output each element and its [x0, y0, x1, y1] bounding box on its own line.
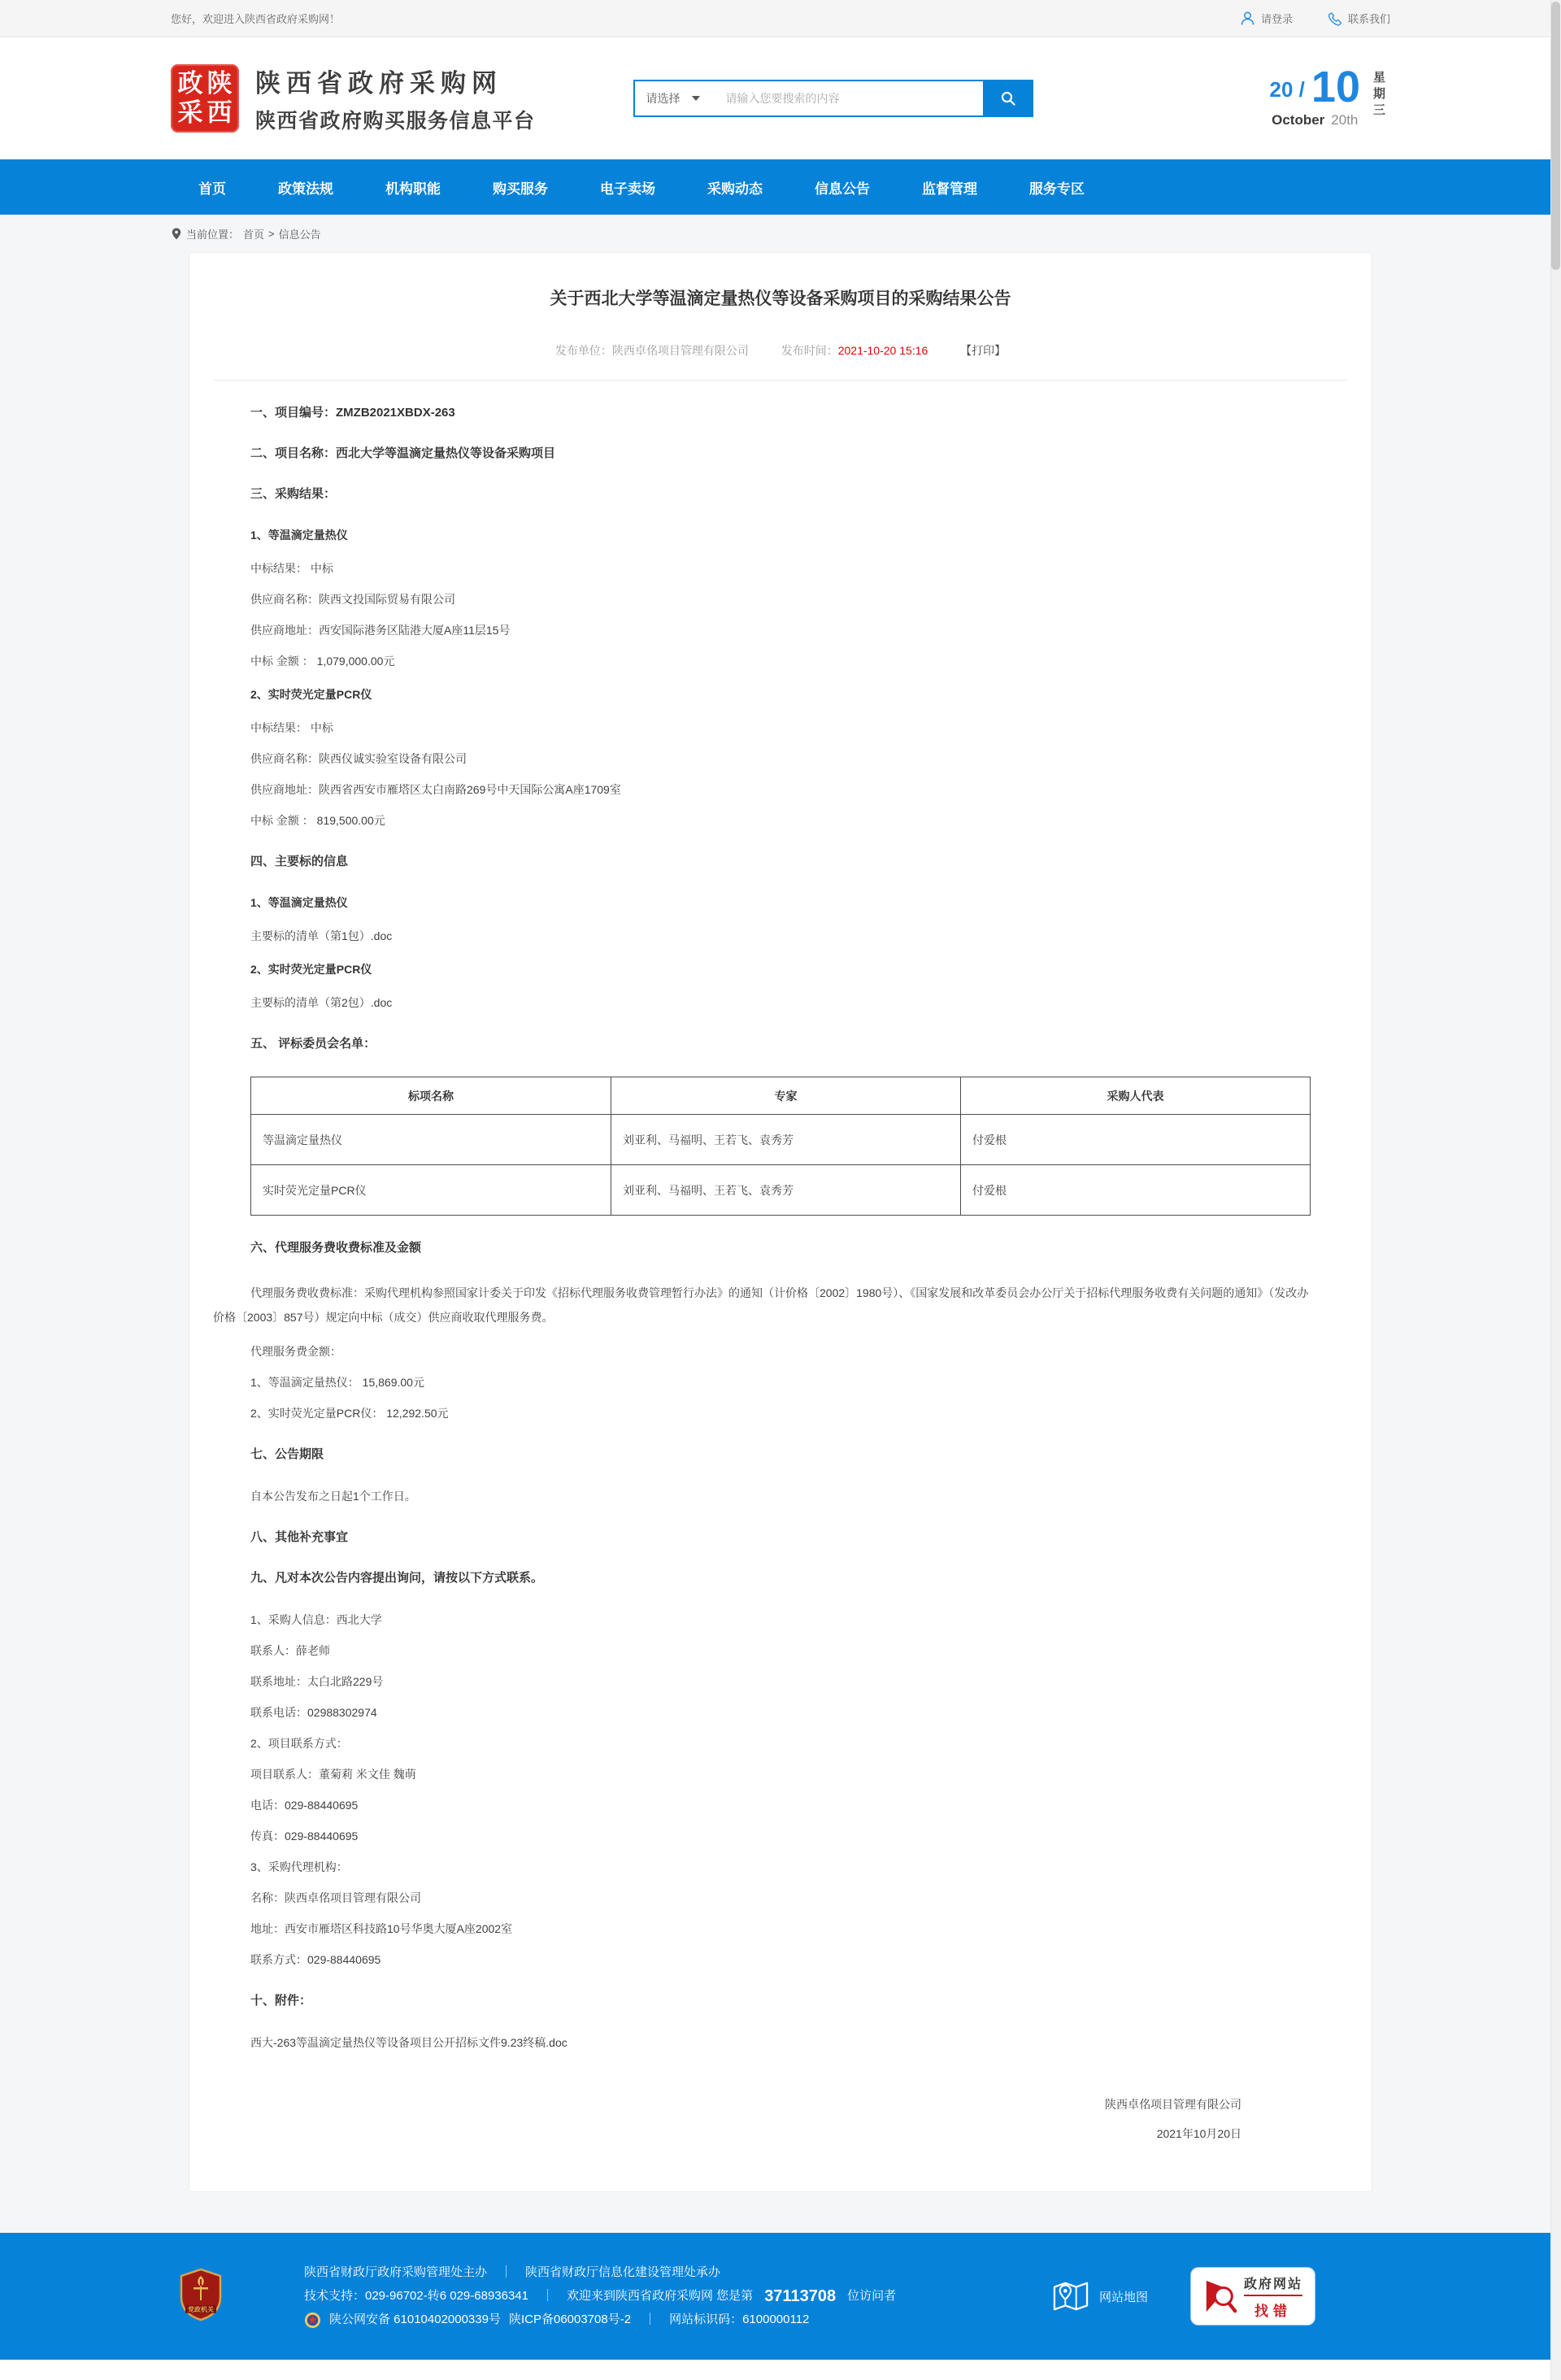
table-cell: 实时荧光定量PCR仪	[251, 1165, 611, 1216]
site-id-code: 网站标识码：6100000112	[669, 2313, 810, 2326]
table-cell: 付爱根	[961, 1115, 1311, 1165]
publish-time-value: 2021-10-20 15:16	[837, 344, 928, 357]
article-meta	[250, 342, 1311, 359]
attachment-link[interactable]: 西大-263等温滴定量热仪等设备项目公开招标文件9.23终稿.doc	[250, 2036, 567, 2049]
signature-block	[250, 2096, 1311, 2142]
svg-text:党政机关: 党政机关	[188, 2305, 214, 2313]
body-line: 联系地址：太白北路229号	[250, 1675, 384, 1688]
date-widget	[1269, 63, 1390, 128]
section-heading: 五、 评标委员会名单：	[250, 1037, 376, 1051]
body-line: 自本公告发布之日起1个工作日。	[250, 1490, 416, 1503]
column-header: 采购人代表	[961, 1077, 1311, 1115]
body-line: 中标结果： 中标	[250, 721, 333, 734]
sub-heading: 1、等温滴定量热仪	[250, 529, 348, 542]
location-pin-icon	[171, 227, 182, 241]
date-weekday: 星 期 三	[1372, 71, 1385, 117]
footer-line-registration: 陕公网安备 61010402000339号 陕ICP备06003708号-2 ｜ 网站标识码：6100000112	[304, 2312, 896, 2329]
phone-icon	[1327, 11, 1342, 26]
section-heading: 四、主要标的信息	[250, 855, 349, 868]
login-link[interactable]	[1240, 11, 1293, 26]
article-body	[213, 405, 1311, 2142]
search-box	[633, 80, 1033, 117]
chevron-down-icon	[692, 96, 700, 101]
body-line: 中标 金额 ： 819,500.00元	[250, 814, 385, 827]
site-header	[0, 37, 1561, 159]
body-line: 电话：029-88440695	[250, 1799, 359, 1812]
bottom-strip	[0, 2360, 1561, 2380]
search-category-select[interactable]	[635, 81, 723, 115]
err-badge-subtitle: 找错	[1254, 2303, 1292, 2319]
icp-number[interactable]: 陕ICP备06003708号-2	[508, 2313, 632, 2326]
body-line: 名称：陕西卓佲项目管理有限公司	[250, 1891, 421, 1904]
body-line: 供应商名称：陕西文投国际贸易有限公司	[250, 593, 455, 606]
search-icon	[999, 89, 1017, 107]
divider	[214, 380, 1347, 381]
section-heading: 二、项目名称：西北大学等温滴定量热仪等设备采购项目	[250, 446, 556, 460]
section-heading: 三、采购结果：	[250, 487, 337, 501]
footer	[0, 2233, 1561, 2360]
signature-company: 陕西卓佲项目管理有限公司	[1105, 2098, 1241, 2111]
security-record-number[interactable]: 陕公网安备 61010402000339号	[329, 2313, 501, 2326]
body-line: 中标 金额 ： 1,079,000.00元	[250, 655, 395, 668]
date-month: 10	[1311, 63, 1360, 111]
nav-item-procurement-news[interactable]: 采购动态	[707, 181, 763, 197]
user-icon	[1240, 11, 1255, 26]
publish-time: 发布时间：2021-10-20 15:16	[780, 344, 928, 357]
sub-heading: 1、等温滴定量热仪	[250, 896, 348, 909]
body-line: 供应商地址：陕西省西安市雁塔区太白南路269号中天国际公寓A座1709室	[250, 783, 621, 796]
nav-item-supervision[interactable]: 监督管理	[922, 181, 977, 197]
table-cell: 刘亚利、马福明、王若飞、袁秀芳	[611, 1165, 961, 1216]
publisher: 发布单位：陕西卓佲项目管理有限公司	[554, 344, 749, 357]
top-bar	[0, 0, 1561, 37]
search-category-value: 请选择	[646, 92, 680, 105]
party-government-shield-icon	[179, 2268, 223, 2326]
logo-char: 陕	[207, 69, 233, 98]
site-title: 陕西省政府采购网	[255, 69, 502, 98]
date-month-name: October	[1272, 112, 1325, 128]
column-header: 标项名称	[251, 1077, 611, 1115]
nav-item-announcements[interactable]: 信息公告	[815, 181, 870, 197]
table-cell: 付爱根	[961, 1165, 1311, 1216]
footer-line-support: 技术支持：029-96702-转6 029-68936341 ｜ 欢迎来到陕西省政府采购网 您是第 37113708 位访问者	[304, 2286, 897, 2305]
body-line: 代理服务费金额：	[250, 1345, 341, 1358]
section-heading: 十、附件：	[250, 1994, 312, 2008]
section-heading: 一、项目编号：ZMZB2021XBDX-263	[250, 406, 455, 420]
body-line: 供应商地址：西安国际港务区陆港大厦A座11层15号	[250, 624, 511, 637]
search-input[interactable]	[723, 81, 983, 115]
attachment-link[interactable]: 主要标的清单（第1包）.doc	[250, 929, 393, 942]
article-title: 关于西北大学等温滴定量热仪等设备采购项目的采购结果公告	[550, 289, 1011, 308]
attachment-link[interactable]: 主要标的清单（第2包）.doc	[250, 996, 393, 1009]
article-card	[189, 252, 1372, 2192]
table-header-row	[251, 1077, 1311, 1115]
logo-char: 政	[177, 69, 203, 98]
sitemap-label: 网站地图	[1098, 2290, 1148, 2304]
sitemap-link[interactable]	[1052, 2279, 1148, 2313]
body-line: 传真：029-88440695	[250, 1830, 359, 1843]
breadcrumb	[0, 215, 1561, 252]
body-line: 1、采购人信息：西北大学	[250, 1613, 382, 1626]
table-row	[251, 1115, 1311, 1165]
scrollbar-thumb[interactable]	[1551, 2, 1560, 270]
nav-item-purchase-services[interactable]: 购买服务	[493, 181, 548, 197]
footer-line-organizers: 陕西省财政厅政府采购管理处主办 ｜ 陕西省财政厅信息化建设管理处承办	[304, 2265, 721, 2279]
table-cell: 等温滴定量热仪	[251, 1115, 611, 1165]
sub-heading: 2、实时荧光定量PCR仪	[250, 688, 372, 701]
body-line: 联系方式：029-88440695	[250, 1953, 381, 1966]
body-line: 地址：西安市雁塔区科技路10号华奥大厦A座2002室	[250, 1922, 513, 1935]
welcome-text: 您好，欢迎进入陕西省政府采购网！	[171, 13, 341, 25]
visitor-count: 37113708	[764, 2286, 837, 2305]
section-heading: 九、凡对本次公告内容提出询问，请按以下方式联系。	[250, 1571, 544, 1585]
site-subtitle: 陕西省政府购买服务信息平台	[255, 110, 536, 133]
sitemap-icon	[1052, 2279, 1089, 2313]
logo-char: 采	[177, 98, 203, 127]
body-line: 1、等温滴定量热仪： 15,869.00元	[250, 1376, 424, 1389]
column-header: 专家	[611, 1077, 961, 1115]
breadcrumb-current: 信息公告	[278, 228, 321, 241]
login-label: 请登录	[1260, 13, 1293, 25]
nav-item-service-zone[interactable]: 服务专区	[1029, 181, 1085, 197]
body-line: 2、实时荧光定量PCR仪： 12,292.50元	[250, 1407, 449, 1420]
sub-heading: 2、实时荧光定量PCR仪	[250, 963, 372, 976]
scrollbar[interactable]	[1550, 0, 1561, 2380]
breadcrumb-separator: >	[268, 227, 275, 240]
table-row	[251, 1165, 1311, 1216]
body-line: 中标结果： 中标	[250, 562, 333, 575]
nav-item-policy[interactable]: 政策法规	[278, 181, 333, 197]
date-day: 20 /	[1269, 77, 1305, 102]
error-finder-icon	[1203, 2278, 1237, 2315]
breadcrumb-prefix: 当前位置：	[186, 228, 240, 241]
body-line: 联系电话：02988302974	[250, 1706, 377, 1719]
nav-item-functions[interactable]: 机构职能	[385, 181, 441, 197]
body-line: 2、项目联系方式：	[250, 1737, 348, 1750]
section-heading: 六、代理服务费收费标准及金额	[250, 1241, 422, 1255]
contact-label: 联系我们	[1347, 13, 1390, 25]
section-heading: 八、其他补充事宜	[250, 1530, 349, 1544]
body-line: 项目联系人：董菊莉 米文佳 魏萌	[250, 1768, 416, 1781]
nav-item-home[interactable]: 首页	[198, 181, 226, 197]
evaluation-committee-table	[250, 1077, 1311, 1216]
err-badge-title: 政府网站	[1244, 2273, 1302, 2296]
gov-site-error-report-badge[interactable]	[1193, 2269, 1313, 2323]
site-logo[interactable]	[171, 64, 239, 133]
main-nav	[0, 159, 1561, 215]
body-line: 3、采购代理机构：	[250, 1860, 348, 1873]
contact-link[interactable]	[1327, 11, 1390, 26]
body-line: 代理服务费收费标准：采购代理机构参照国家计委关于印发《招标代理服务收费管理暂行办法》的通知（计价格〔2002〕1980号）、《国家发展和改革委员会办公厅关于招标代理服务收费有关问题的通知》（发改办价格〔2003〕857号）规定向中标（成交）供应商收取代理服务费。	[213, 1286, 1309, 1324]
date-ordinal: 20th	[1331, 112, 1359, 128]
body-line: 供应商名称：陕西仪诚实验室设备有限公司	[250, 752, 467, 765]
body-line: 联系人：薛老师	[250, 1644, 330, 1657]
signature-date: 2021年10月20日	[1156, 2127, 1241, 2140]
breadcrumb-home[interactable]: 首页	[243, 228, 265, 241]
table-cell: 刘亚利、马福明、王若飞、袁秀芳	[611, 1115, 961, 1165]
public-security-badge-icon	[304, 2312, 321, 2329]
search-button[interactable]	[983, 80, 1033, 117]
nav-item-e-mall[interactable]: 电子卖场	[600, 181, 655, 197]
main-area	[0, 215, 1561, 2233]
logo-char: 西	[207, 98, 233, 127]
print-button[interactable]: 【打印】	[960, 344, 1007, 357]
section-heading: 七、公告期限	[250, 1447, 324, 1461]
